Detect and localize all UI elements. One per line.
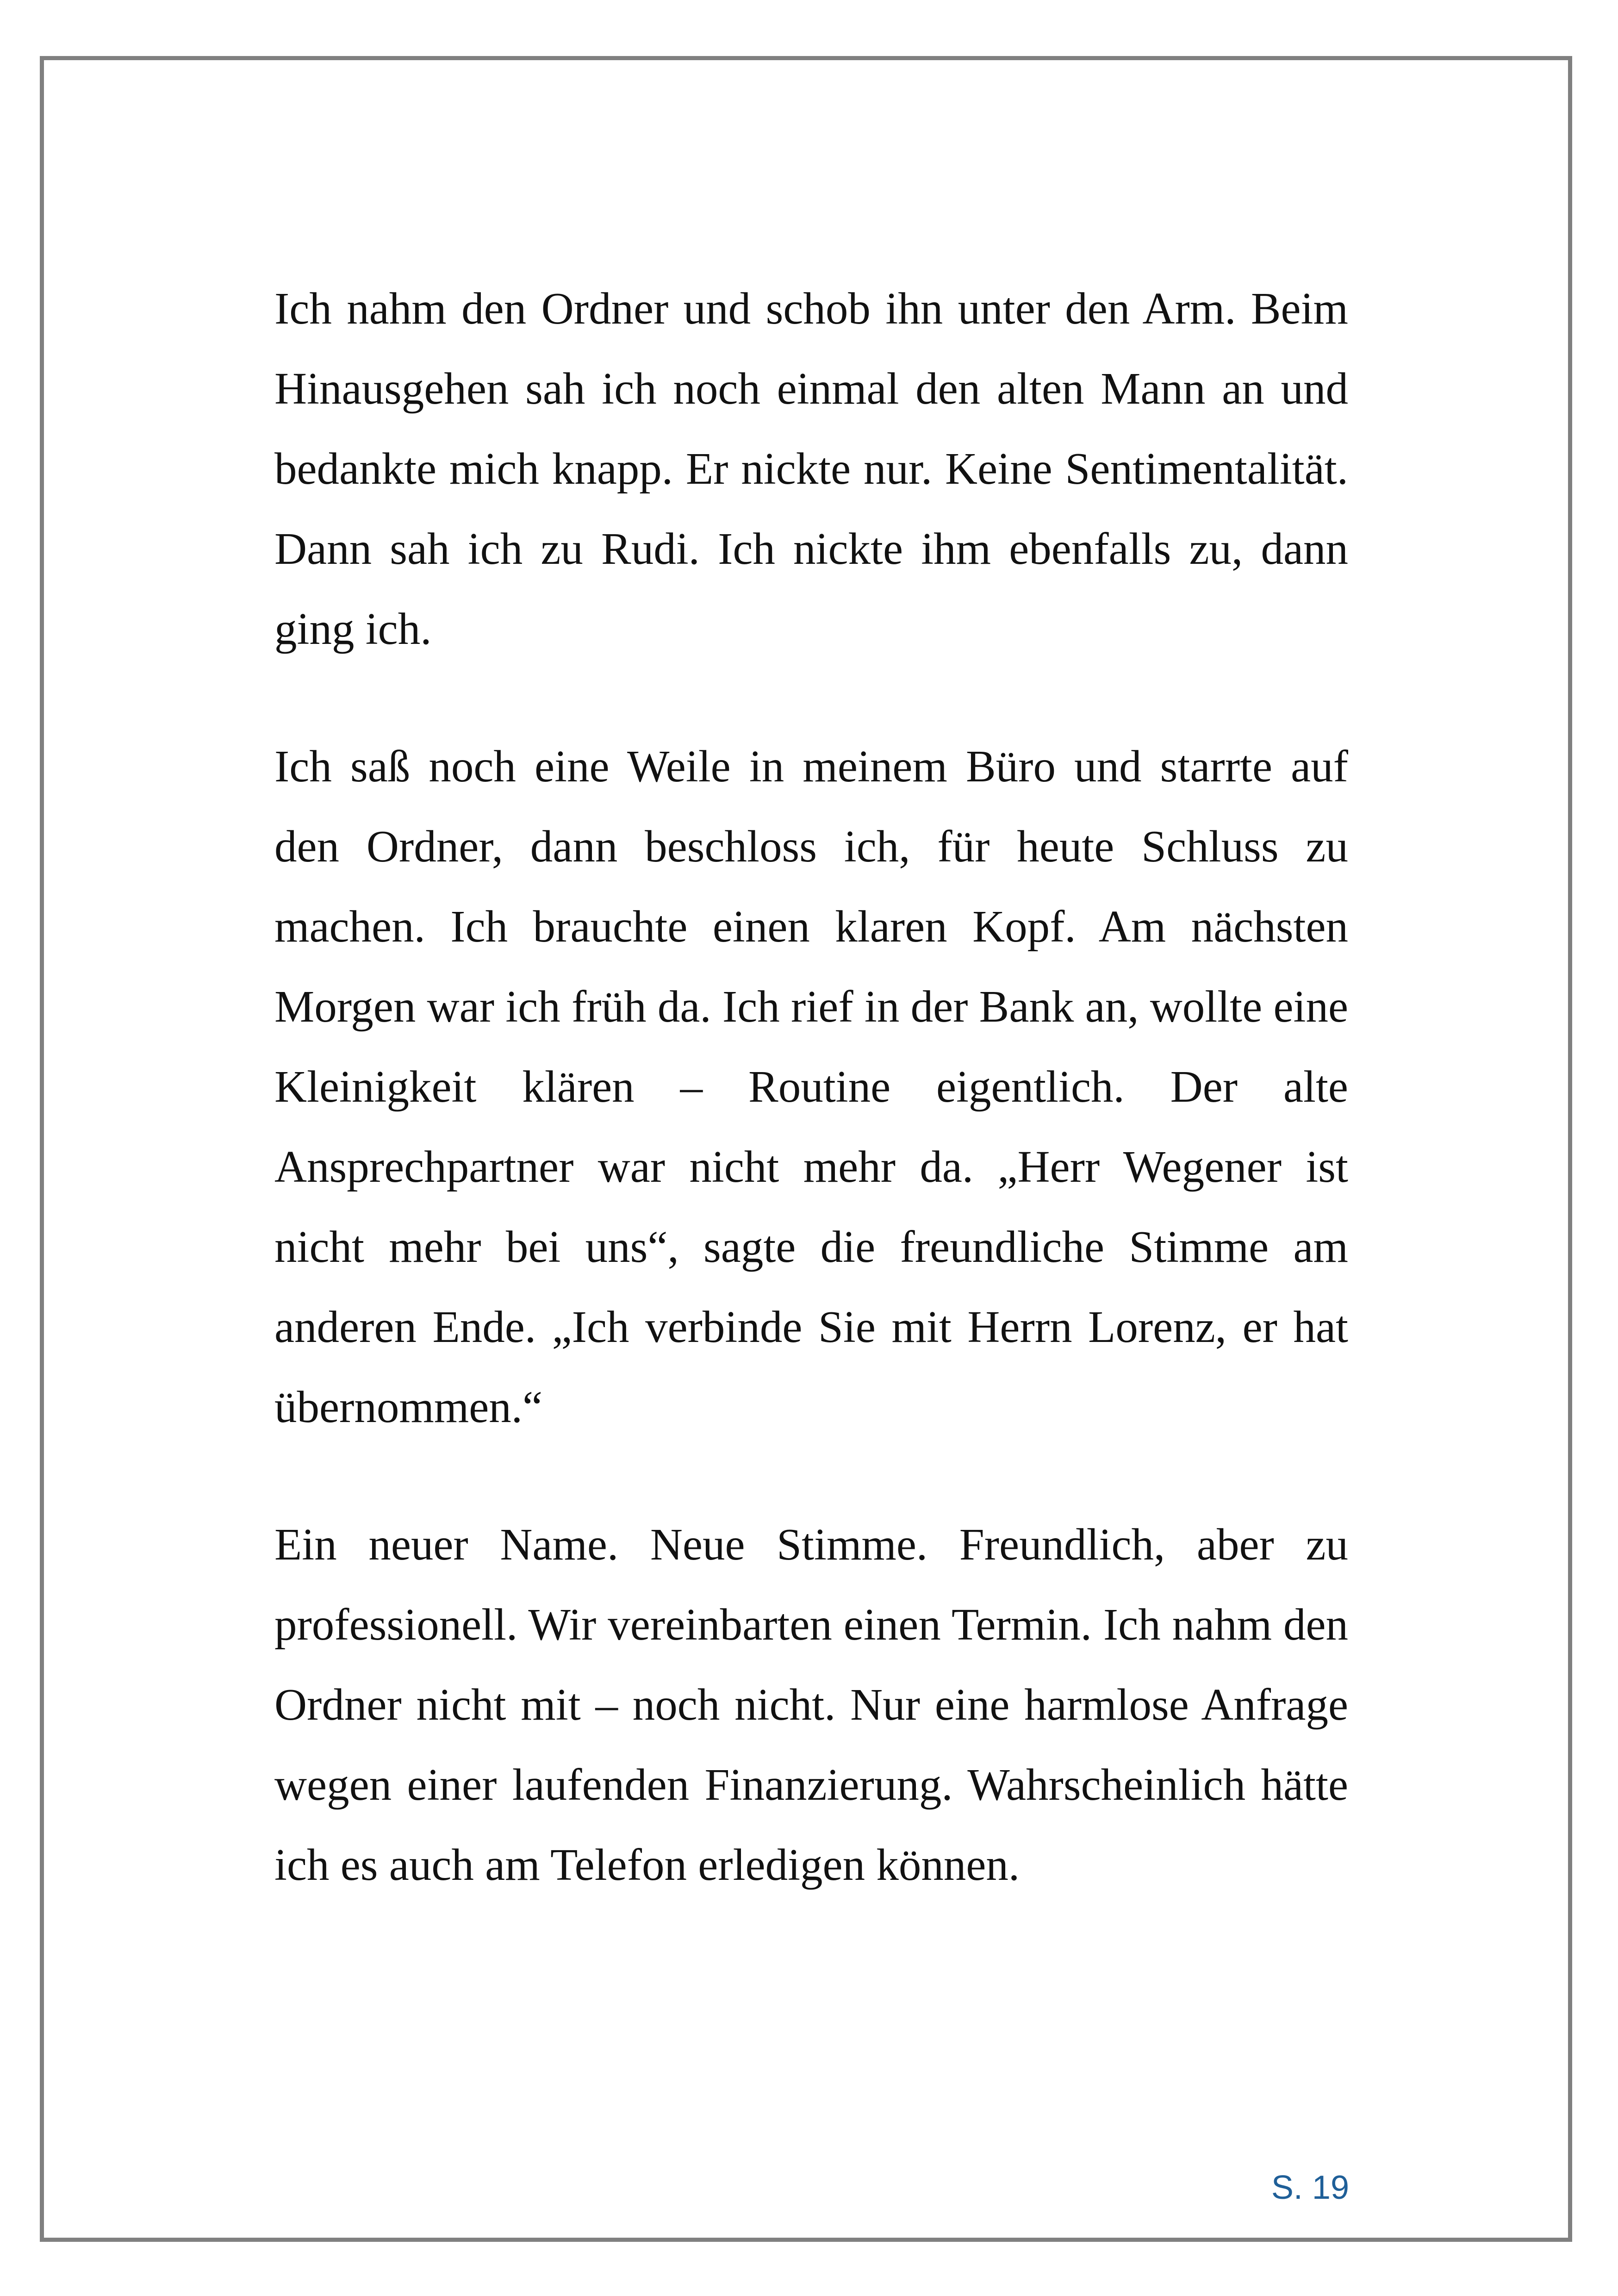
paragraph-2: Ich saß noch eine Weile in meinem Büro und starrte auf den Ordner, dann beschloss ich, für heute Schluss zu machen. Ich brauchte einen klaren Kopf. Am nächsten Morgen war ich früh da. Ich rief in der Bank an, wollte eine Kleinigkeit klären – Routine eigentlich. Der alte Ansprechpartner war nicht mehr da. „Herr Wegener ist nicht mehr bei uns“, sagte die freundliche Stimme am anderen Ende. „Ich verbinde Sie mit Herrn Lorenz, er hat übernommen.“: [274, 742, 1348, 1432]
body-text: [274, 268, 1348, 1962]
paragraph-3: Ein neuer Name. Neue Stimme. Freundlich, aber zu professionell. Wir vereinbarten einen Termin. Ich nahm den Ordner nicht mit – noch nicht. Nur eine harmlose Anfrage wegen einer laufenden Finanzierung. Wahrscheinlich hätte ich es auch am Telefon erledigen können.: [274, 1520, 1348, 1890]
page-number: S. 19: [1271, 2169, 1349, 2206]
paragraph-1: Ich nahm den Ordner und schob ihn unter den Arm. Beim Hinausgehen sah ich noch einmal den alten Mann an und bedankte mich knapp. Er nickte nur. Keine Sentimentalität. Dann sah ich zu Rudi. Ich nickte ihm ebenfalls zu, dann ging ich.: [274, 284, 1348, 654]
